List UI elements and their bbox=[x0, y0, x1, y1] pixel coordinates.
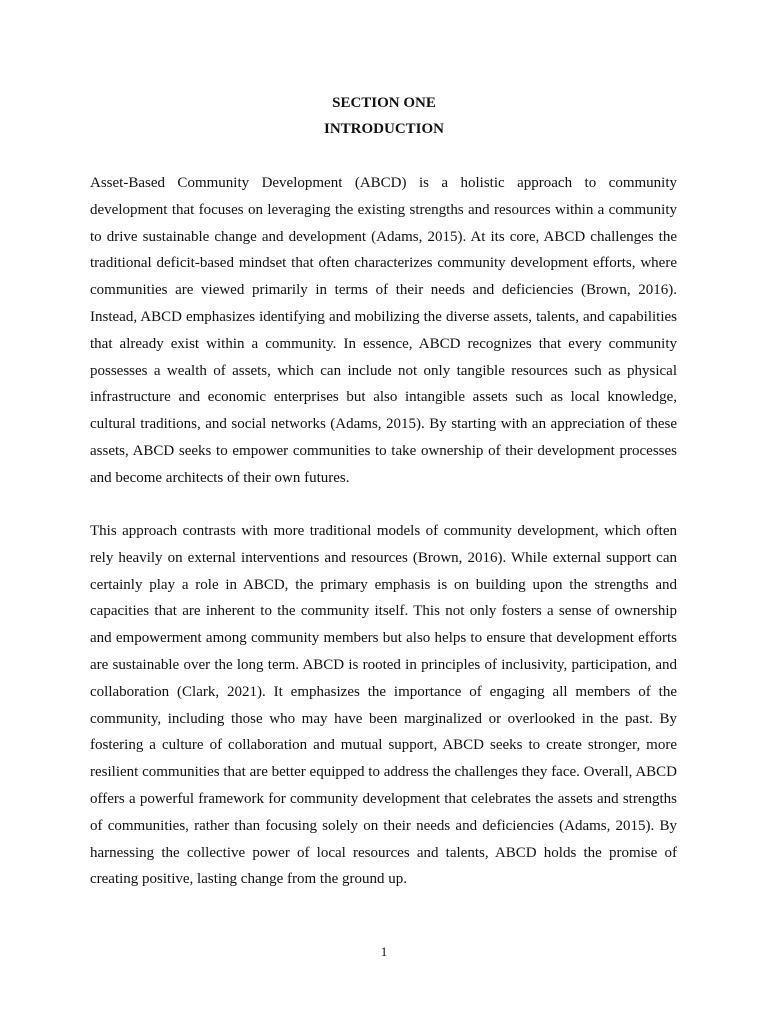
chapter-title: INTRODUCTION bbox=[323, 121, 444, 137]
section-label: SECTION ONE bbox=[332, 95, 436, 111]
page-number: 1 bbox=[380, 944, 388, 959]
body-paragraph-1: Asset-Based Community Development (ABCD) is a holistic approach to community development that focuses on leveraging the existing strengths and resources within a community to drive sustainable change and development (Adams, 2015). At its core, ABCD challenges the traditional deficit-based mindset that often characterizes community development efforts, where communities are viewed primarily in terms of their needs and deficiencies (Brown, 2016). Instead, ABCD emphasizes identifying and mobilizing the diverse assets, talents, and capabilities that already exist within a community. In essence, ABCD recognizes that every community possesses a wealth of assets, which can include not only tangible resources such as physical infrastructure and economic enterprises but also intangible assets such as local knowledge, cultural traditions, and social networks (Adams, 2015). By starting with an appreciation of these assets, ABCD seeks to empower communities to take ownership of their development processes and become architects of their own futures. bbox=[90, 175, 677, 486]
body-paragraph-2: This approach contrasts with more traditional models of community development, which often rely heavily on external interventions and resources (Brown, 2016). While external support can certainly play a role in ABCD, the primary emphasis is on building upon the strengths and capacities that are inherent to the community itself. This not only fosters a sense of ownership and empowerment among community members but also helps to ensure that development efforts are sustainable over the long term. ABCD is rooted in principles of inclusivity, participation, and collaboration (Clark, 2021). It emphasizes the importance of engaging all members of the community, including those who may have been marginalized or overlooked in the past. By fostering a culture of collaboration and mutual support, ABCD seeks to create stronger, more resilient communities that are better equipped to address the challenges they face. Overall, ABCD offers a powerful framework for community development that celebrates the assets and strengths of communities, rather than focusing solely on their needs and deficiencies (Adams, 2015). By harnessing the collective power of local resources and talents, ABCD holds the promise of creating positive, lasting change from the ground up. bbox=[90, 523, 677, 888]
